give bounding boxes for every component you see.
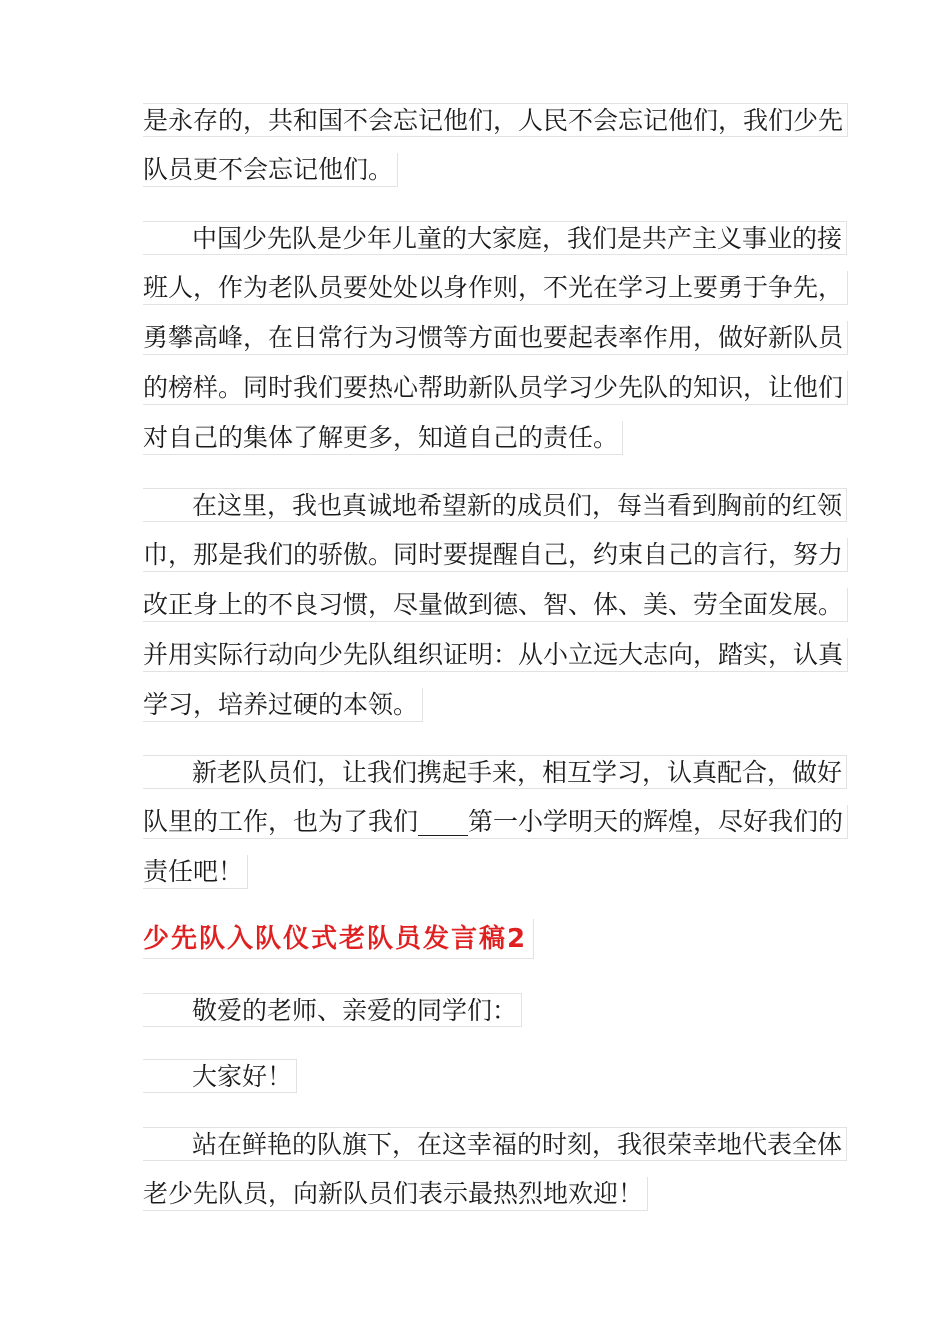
line-text: 勇攀高峰，在日常行为习惯等方面也要起表率作用，做好新队员 bbox=[143, 323, 844, 352]
paragraph-line bbox=[143, 153, 398, 187]
line-text: 中国少先队是少年儿童的大家庭，我们是共产主义事业的接 bbox=[192, 224, 843, 253]
line-text: 新老队员们，让我们携起手来，相互学习，认真配合，做好 bbox=[192, 758, 843, 787]
paragraph-line bbox=[143, 321, 848, 355]
paragraph-line bbox=[143, 421, 623, 455]
line-text: 在这里，我也真诚地希望新的成员们，每当看到胸前的红领 bbox=[192, 491, 843, 520]
line-text: 队里的工作，也为了我们____第一小学明天的辉煌，尽好我们的 bbox=[143, 807, 844, 836]
line-text: 改正身上的不良习惯，尽量做到德、智、体、美、劳全面发展。 bbox=[143, 590, 844, 619]
line-text: 班人，作为老队员要处处以身作则，不光在学习上要勇于争先， bbox=[143, 273, 844, 302]
salutation-line bbox=[143, 993, 522, 1027]
paragraph-line bbox=[143, 103, 848, 137]
paragraph-line bbox=[143, 538, 848, 572]
paragraph-line bbox=[143, 855, 248, 889]
paragraph-line bbox=[143, 221, 847, 255]
line-text: 对自己的集体了解更多，知道自己的责任。 bbox=[143, 423, 619, 452]
paragraph-line bbox=[143, 755, 847, 789]
paragraph-line bbox=[143, 1177, 648, 1211]
line-text: 站在鲜艳的队旗下，在这幸福的时刻，我很荣幸地代表全体 bbox=[192, 1130, 843, 1159]
paragraph-line bbox=[143, 688, 423, 722]
paragraph-line bbox=[143, 588, 848, 622]
line-text: 老少先队员，向新队员们表示最热烈地欢迎！ bbox=[143, 1179, 644, 1208]
line-text: 并用实际行动向少先队组织证明：从小立远大志向，踏实，认真 bbox=[143, 640, 844, 669]
line-text: 队员更不会忘记他们。 bbox=[143, 155, 394, 184]
line-text: 责任吧！ bbox=[143, 857, 244, 886]
line-text: 的榜样。同时我们要热心帮助新队员学习少先队的知识，让他们 bbox=[143, 373, 844, 402]
section-heading: 少先队入队仪式老队员发言稿2 bbox=[143, 919, 534, 959]
greeting-line bbox=[143, 1059, 297, 1093]
paragraph-line bbox=[143, 1127, 847, 1161]
line-text: 敬爱的老师、亲爱的同学们： bbox=[192, 996, 518, 1025]
paragraph-line bbox=[143, 271, 848, 305]
paragraph-line bbox=[143, 488, 847, 522]
line-text: 是永存的，共和国不会忘记他们，人民不会忘记他们，我们少先 bbox=[143, 106, 844, 135]
line-text: 巾，那是我们的骄傲。同时要提醒自己，约束自己的言行，努力 bbox=[143, 540, 844, 569]
paragraph-line bbox=[143, 371, 848, 405]
paragraph-line bbox=[143, 805, 848, 839]
line-text: 学习，培养过硬的本领。 bbox=[143, 690, 419, 719]
paragraph-line bbox=[143, 638, 848, 672]
line-text: 大家好！ bbox=[192, 1062, 293, 1091]
